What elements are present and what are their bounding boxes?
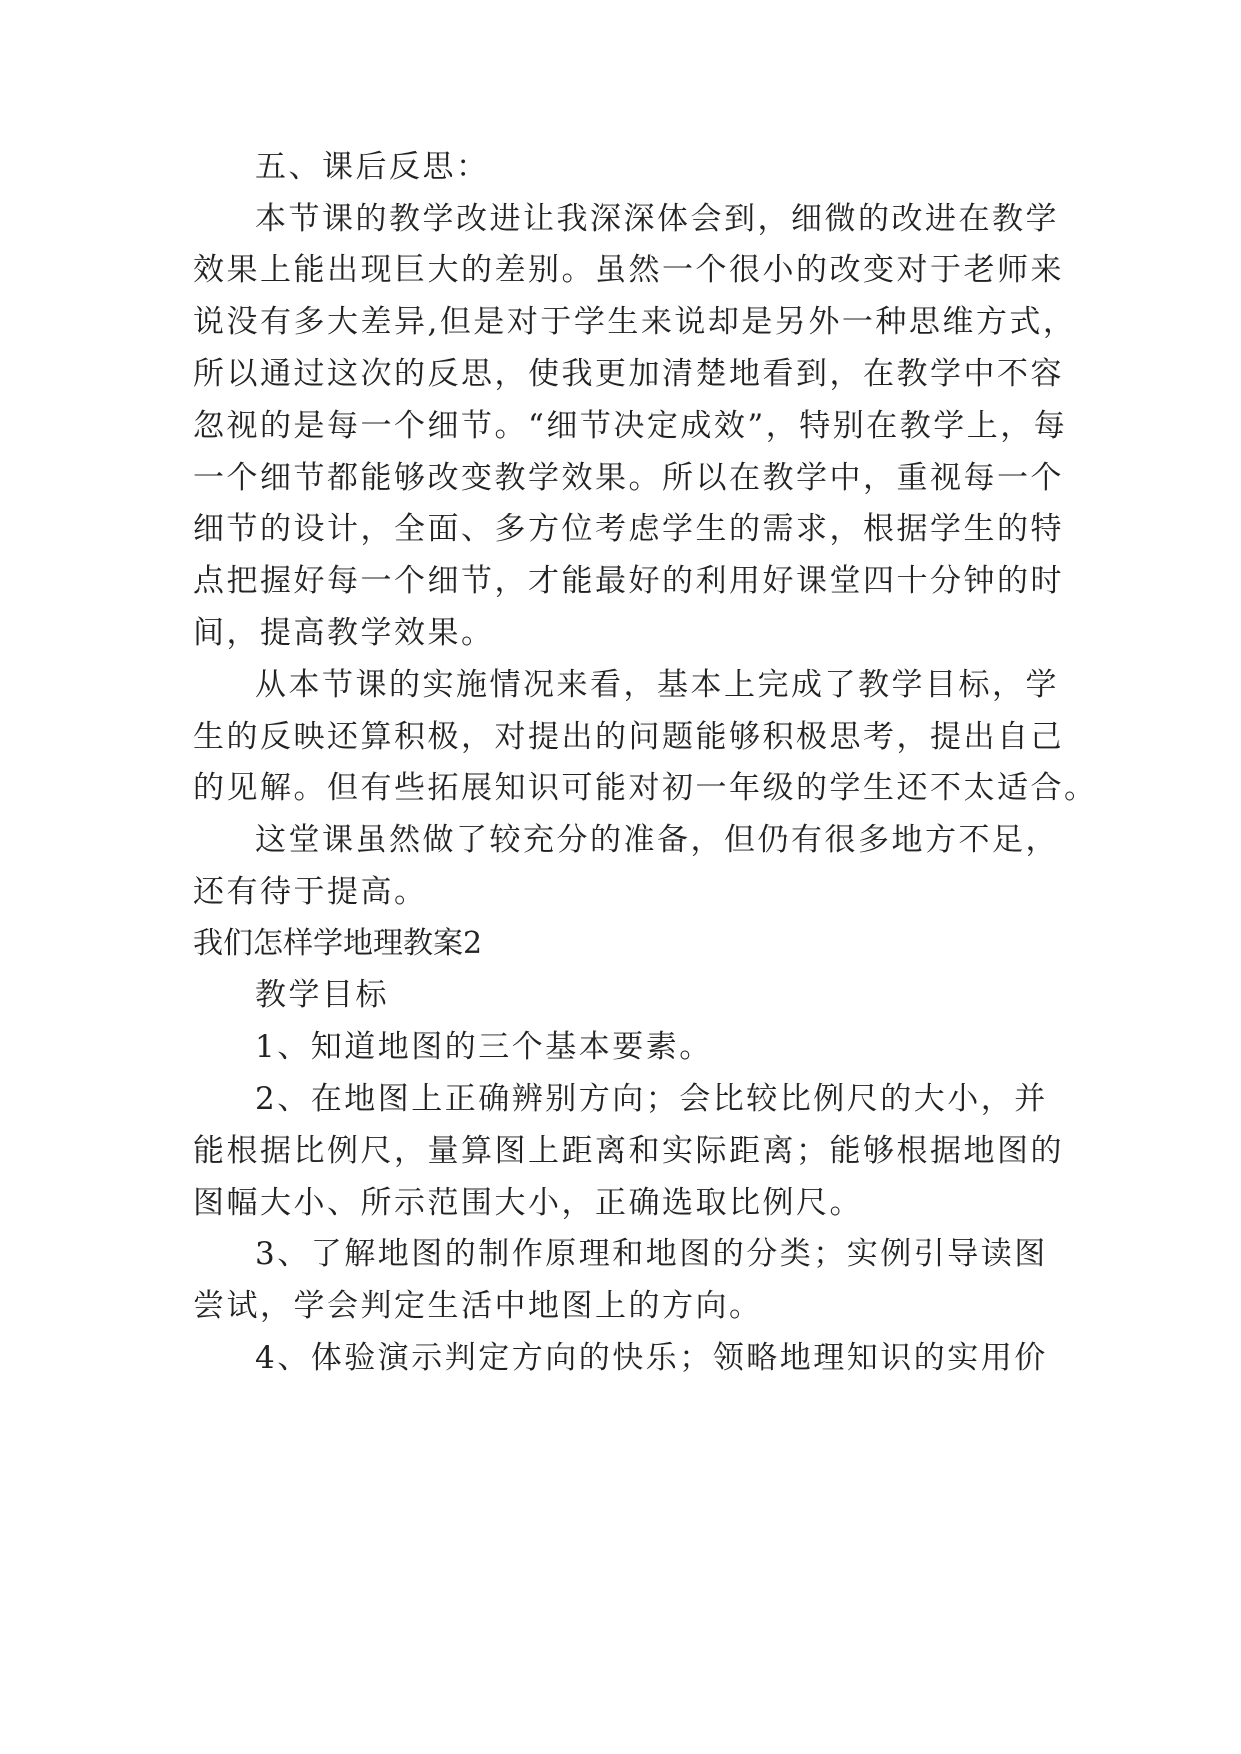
paragraph-line: 还有待于提高。	[193, 874, 428, 910]
list-item: 3、了解地图的制作原理和地图的分类；实例引导读图	[255, 1236, 1048, 1272]
list-item: 2、在地图上正确辨别方向；会比较比例尺的大小，并	[255, 1081, 1048, 1117]
paragraph-line: 本节课的教学改进让我深深体会到，细微的改进在教学	[255, 201, 1059, 237]
section-heading-objectives: 教学目标	[255, 977, 389, 1013]
list-item: 1、知道地图的三个基本要素。	[255, 1029, 713, 1065]
paragraph-line: 的见解。但有些拓展知识可能对初一年级的学生还不太适合。	[193, 770, 1098, 806]
document-title: 我们怎样学地理教案2	[193, 926, 483, 961]
paragraph-line: 一个细节都能够改变教学效果。所以在教学中，重视每一个	[193, 460, 1064, 496]
paragraph-line: 生的反映还算积极，对提出的问题能够积极思考，提出自己	[193, 719, 1064, 755]
list-item: 4、体验演示判定方向的快乐；领略地理知识的实用价	[255, 1340, 1048, 1376]
paragraph-line: 这堂课虽然做了较充分的准备，但仍有很多地方不足，	[255, 822, 1059, 858]
paragraph-line: 尝试，学会判定生活中地图上的方向。	[193, 1288, 763, 1324]
paragraph-line: 从本节课的实施情况来看，基本上完成了教学目标，学	[255, 667, 1059, 703]
paragraph-line: 图幅大小、所示范围大小，正确选取比例尺。	[193, 1185, 863, 1221]
section-heading-reflection: 五、课后反思：	[255, 149, 490, 185]
paragraph-line: 点把握好每一个细节，才能最好的利用好课堂四十分钟的时	[193, 563, 1064, 599]
paragraph-line: 细节的设计，全面、多方位考虑学生的需求，根据学生的特	[193, 511, 1064, 547]
paragraph-line: 忽视的是每一个细节。“细节决定成效”，特别在教学上，每	[193, 408, 1068, 444]
paragraph-line: 说没有多大差异,但是对于学生来说却是另外一种思维方式，	[193, 304, 1077, 340]
paragraph-line: 间，提高教学效果。	[193, 615, 495, 651]
paragraph-line: 所以通过这次的反思，使我更加清楚地看到，在教学中不容	[193, 356, 1064, 392]
paragraph-line: 能根据比例尺，量算图上距离和实际距离；能够根据地图的	[193, 1133, 1064, 1169]
paragraph-line: 效果上能出现巨大的差别。虽然一个很小的改变对于老师来	[193, 252, 1064, 288]
